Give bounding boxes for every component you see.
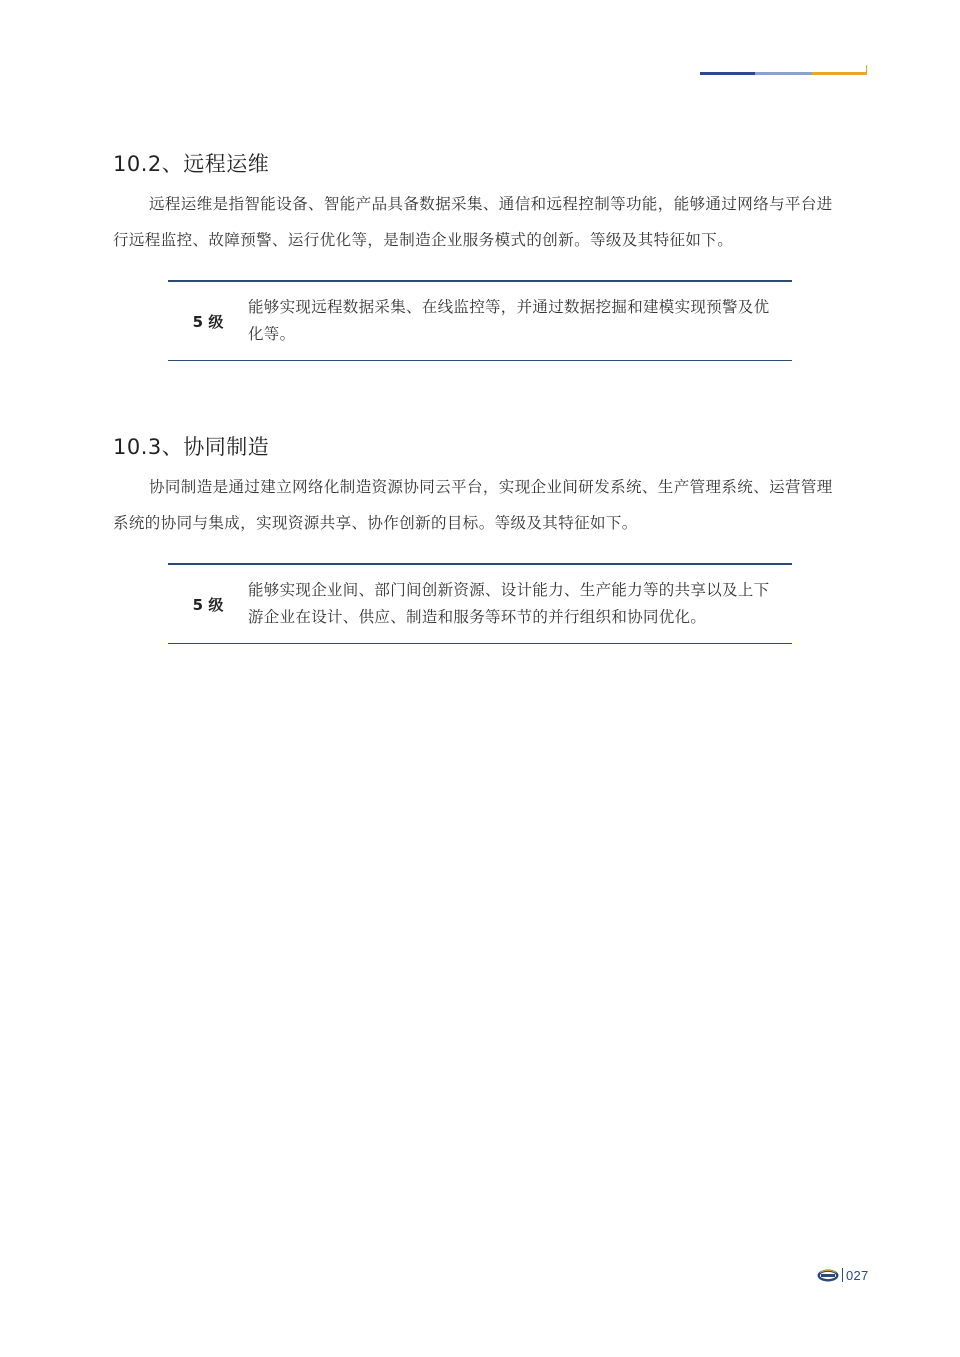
page-number: 027	[846, 1267, 869, 1283]
level-description: 能够实现企业间、部门间创新资源、设计能力、生产能力等的共享以及上下游企业在设计、供应、制造和服务等环节的并行组织和协同优化。	[248, 581, 770, 626]
accent-bar-light-blue-segment	[755, 72, 812, 75]
section-intro-collab-mfg: 协同制造是通过建立网络化制造资源协同云平台，实现企业间研发系统、生产管理系统、运营管理系统的协同与集成，实现资源共享、协作创新的目标。等级及其特征如下。	[113, 478, 833, 532]
level-row	[168, 565, 792, 643]
page-footer	[817, 1267, 869, 1283]
accent-bar-tick	[866, 65, 867, 75]
cmme-logo-icon	[817, 1269, 839, 1282]
section-title-remote-ops: 10.2、远程运维	[113, 152, 270, 176]
level-table-collab-mfg	[168, 563, 792, 644]
section-title-collab-mfg: 10.3、协同制造	[113, 435, 270, 459]
accent-bar-gold-segment	[812, 72, 867, 75]
level-label: 5 级	[192, 595, 224, 614]
footer-divider	[842, 1268, 843, 1282]
level-table-remote-ops	[168, 280, 792, 361]
accent-bar-navy-segment	[700, 72, 755, 75]
level-row	[168, 282, 792, 360]
section-intro-remote-ops: 远程运维是指智能设备、智能产品具备数据采集、通信和远程控制等功能，能够通过网络与平台进行远程监控、故障预警、运行优化等，是制造企业服务模式的创新。等级及其特征如下。	[113, 195, 833, 249]
level-label: 5 级	[192, 312, 224, 331]
header-accent-bar	[700, 72, 867, 75]
level-description: 能够实现远程数据采集、在线监控等，并通过数据挖掘和建模实现预警及优化等。	[248, 298, 770, 343]
